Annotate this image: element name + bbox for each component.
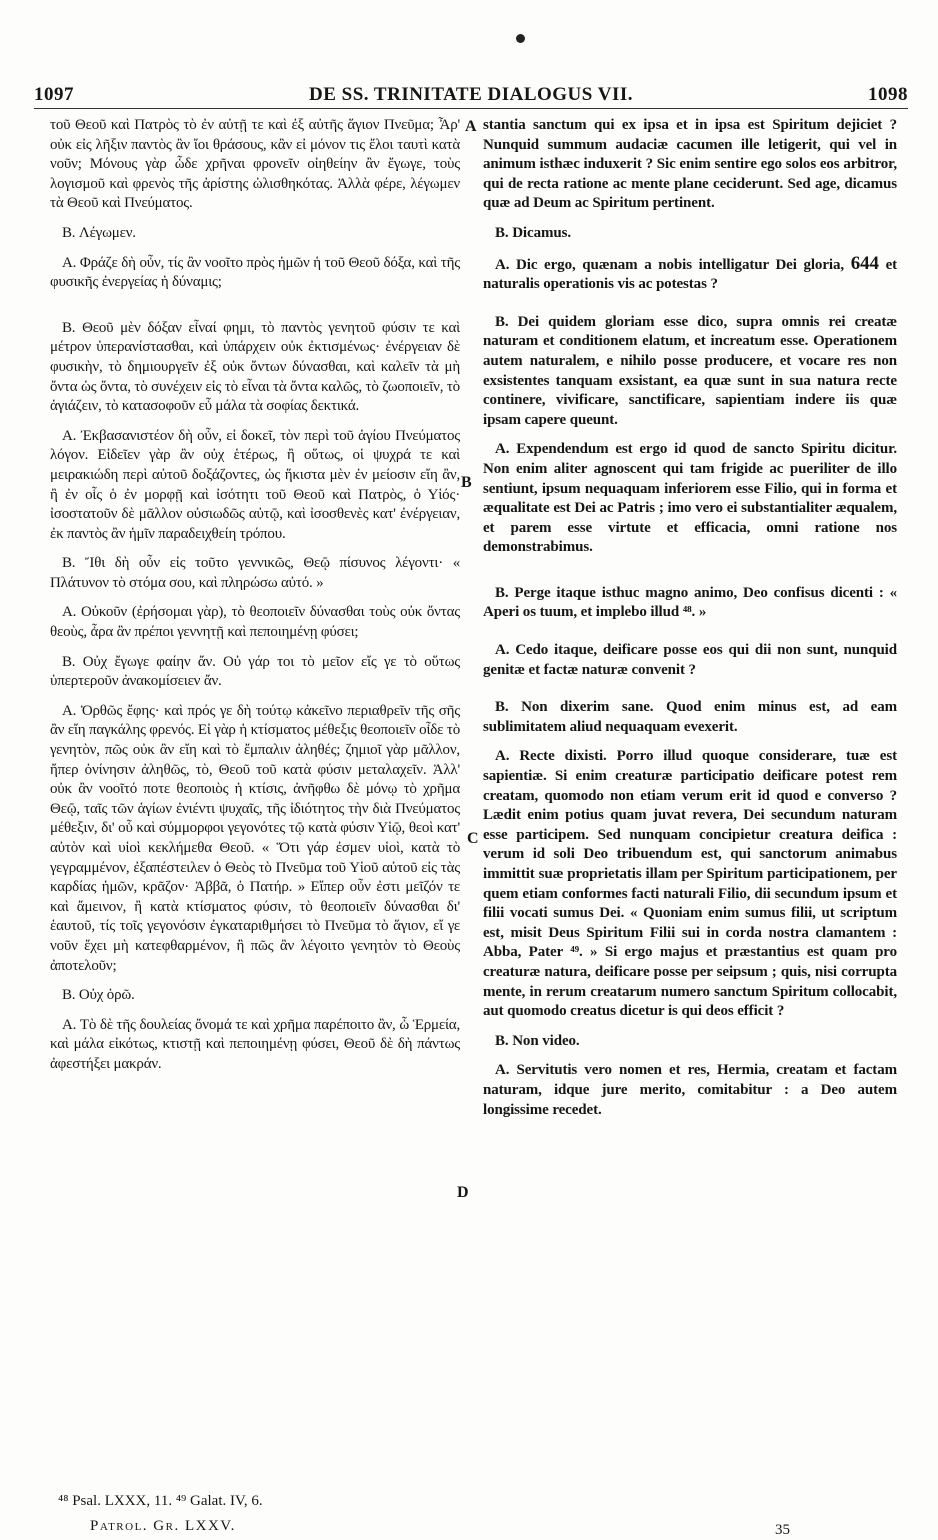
- sheet-signature: 35: [775, 1522, 790, 1538]
- page-number-right: 1098: [868, 84, 908, 105]
- latin-paragraph: A. Expendendum est ergo id quod de sancto Spiritu dicitur. Non enim aliter agnoscent qui tam frigide ac pueriliter de illo sentiunt, ipsum nequaquam inferiorem esse Filio, qui in forma et æqualitate est Dei ac Patris ; imo vero ei substantialiter æqualem, et parem esse virtute et efficacia, omni ratione nos demonstrabimus.: [483, 441, 897, 556]
- page-title: DE SS. TRINITATE DIALOGUS VII.: [308, 84, 634, 105]
- latin-column: [483, 116, 897, 1130]
- margin-letter-d: D: [457, 1184, 469, 1201]
- margin-letter-b: B: [461, 474, 472, 491]
- greek-paragraph: A. Ἐκβασανιστέον δὴ οὖν, εἰ δοκεῖ, τὸν περὶ τοῦ ἁγίου Πνεύματος λόγον. Εἰδεῖεν γὰρ ἂν οὐχ ἑτέρως, ἢ οὕτως, οἱ ψυχρά τε καὶ μειρακιώδη περὶ αὐτοῦ δοξάζοντες, ὡς ἥκιστα μὲν ἐν μείοσιν εἴη ἂν, ἢ ἐν οἷς ὁ ἐν μορφῇ καὶ ἰσότητι τοῦ Θεοῦ καὶ Πατρὸς, ὁ Υἱός· ἰσοστατοῦν δὲ μᾶλλον οὐσιωδῶς αὐτῷ, καὶ ἰσοσθενὲς κατ' ἐνέργειαν, ἐκ παντὸς ἂν ἡμῖν παραδειχθείη τρόπου.: [50, 427, 460, 542]
- patrologia-signature: Patrol. Gr. LXXV.: [90, 1518, 236, 1534]
- latin-paragraph: A. Cedo itaque, deificare posse eos qui dii non sunt, nunquid genitæ et factæ naturæ convenit ?: [483, 642, 897, 678]
- latin-paragraph: B. Dicamus.: [495, 224, 571, 241]
- page-number-left: 1097: [34, 84, 74, 105]
- greek-paragraph: B. Θεοῦ μὲν δόξαν εἶναί φημι, τὸ παντὸς γενητοῦ φύσιν τε καὶ μέτρον ὑπερανίστασθαι, καὶ ὑπάρχειν οὐκ ἐκτισμένως· ἐνέργειαν δὲ φυσικὴν, τὸ δημιουργεῖν ἐξ οὐκ ὄντων δύνασθαι, καὶ καλεῖν τὰ μὴ ὄντα ὡς ὄντα, τὸ συνέχειν εἰς τὸ εἶναι τὰ ὄντα καλῶς, τὸ ζωοποιεῖν, τὸ ἁγιάζειν, τὸ κατασοφοῦν εὖ μάλα τὰ σοφίας δεκτικά.: [50, 319, 460, 415]
- greek-paragraph: B. Οὐχ ὁρῶ.: [62, 987, 135, 1004]
- column-number: 644: [850, 252, 879, 274]
- latin-paragraph: A. Recte dixisti. Porro illud quoque considerare, tuæ est sapientiæ. Si enim creaturæ participatio deificare potest rem creatam, quomodo non etiam verum erit id quod e converso ? Lædit enim potius quam juvat revera, Dei secundum naturam esse participem. Sed nunquam concipietur creatura deifica : verum id soli Deo tribuendum est, qui sanctorum animabus immittit suæ proprietatis illam per Spiritum participationem, per quem etiam conformes facti naturali Filio, dii secundum ipsum et filii vocati sumus Dei. « Quoniam enim sumus filii, ut scriptum est, misit Deus Spiritum Filii sui in corda nostra clamantem : Abba, Pater ⁴⁹. » Si ergo majus et præstantius est quam pro creaturæ natura, deificare posse per seipsum ; quis, nisi corrupta mente, in rerum creatarum numero sanctum Spiritum collocabit, aut quomodo creatus dicetur is qui deos efficit ?: [483, 748, 897, 1020]
- running-head: [34, 84, 908, 109]
- latin-paragraph: stantia sanctum qui ex ipsa et in ipsa est Spiritum dejiciet ? Nunquid summum audaciæ cacumen ille letigerit, qui vel in animum isthæc induxerit ? Sic enim sentire ego solos eos arbitror, qui de recta ratione ac mente plane ceciderunt. Sed age, dicamus quæ ad Deum ac Spiritum pertinent.: [483, 117, 897, 212]
- ink-spot: [516, 34, 525, 43]
- latin-paragraph: B. Non dixerim sane. Quod enim minus est, ad eam sublimitatem aliud nequaquam evexerit.: [483, 699, 897, 735]
- latin-paragraph: [483, 254, 897, 295]
- footnotes: ⁴⁸ Psal. LXXX, 11. ⁴⁹ Galat. IV, 6.: [58, 1493, 263, 1509]
- greek-paragraph: A. Ὀρθῶς ἔφης· καὶ πρός γε δὴ τούτῳ κἀκεῖνο περιαθρεῖν τῆς σῆς ἂν εἴη παγκάλης φρενός. Εἰ γὰρ ἡ κτίσματος μέθεξις θεοποιεῖν οἶδε τὸ γενητὸν, πῶς οὐκ ἂν εἴη καὶ τὸ ἔμπαλιν ἀληθές; ζημιοῖ γὰρ μᾶλλον, ἤπερ ὀνίνησιν ἀληθῶς, τὸ, Θεοῦ τοῦ κατὰ φύσιν μεταλαχεῖν. Ἀλλ' οὐκ ἂν νοοῖτό ποτε θεοποιὸς ἡ κτίσις, ἀνῆφθω δὲ μόνῳ τὸ χρῆμα Θεῷ, ταῖς τῶν ἁγίων ἐνιέντι ψυχαῖς, τῆς ἰδιότητος τὴν διὰ Πνεύματος μέθεξιν, δι' οὗ καὶ σύμμορφοι γεγονότες τῷ κατὰ φύσιν Υἱῷ, θεοὶ κατ' αὐτὸν καὶ υἱοὶ κεκλήμεθα Θεοῦ. « Ὅτι γάρ ἐσμεν υἱοὶ, κατὰ τὸ γεγραμμένον, ἐξαπέστειλεν ὁ Θεὸς τὸ Πνεῦμα τοῦ Υἱοῦ αὐτοῦ εἰς τὰς καρδίας ἡμῶν, κρᾶζον· Ἀββᾶ, ὁ Πατήρ. » Εἴπερ οὖν ἐστι μεῖζόν τε καὶ ἄμεινον, ἢ κατὰ κτίσματος φύσιν, τὸ θεοποιεῖν δύνασθαι δι' ἑαυτοῦ, τίς τοῖς γεγονόσιν ἐγκαταριθμήσει τὸ Πνεῦμα τὸ ἅγιον, εἴ γε νοῦν ἔχει μὴ κατεφθαρμένον, ἢ πῶς ἂν λέγοιτο γενητὸν τὸ Θεοὺς ἀποτελοῦν;: [50, 702, 460, 974]
- greek-paragraph: A. Φράζε δὴ οὖν, τίς ἂν νοοῖτο πρὸς ἡμῶν ἡ τοῦ Θεοῦ δόξα, καὶ τῆς φυσικῆς ἐνεργείας ἡ δύναμις;: [50, 254, 460, 291]
- greek-paragraph: B. Οὐχ ἔγωγε φαίην ἄν. Οὐ γάρ τοι τὸ μεῖον εἴς γε τὸ οὕτως ὑπερτεροῦν ἀνακομίσειεν ἄν.: [50, 653, 460, 690]
- greek-paragraph: B. Λέγωμεν.: [62, 224, 136, 241]
- greek-paragraph: A. Τὸ δὲ τῆς δουλείας ὄνομά τε καὶ χρῆμα παρέποιτο ἂν, ὦ Ἑρμεία, καὶ μάλα εἰκότως, κτιστῇ καὶ πεποιημένῃ φύσει, Θεοῦ δὲ δὴ πάντως ἀφεστήξει μακράν.: [50, 1016, 460, 1072]
- greek-paragraph: τοῦ Θεοῦ καὶ Πατρὸς τὸ ἐν αὐτῇ τε καὶ ἐξ αὐτῆς ἅγιον Πνεῦμα; Ἆρ' οὐκ εἰς λῆξιν παντὸς ἂν ἴοι θράσους, κἂν εἰ μόνον τις ἔλοι ταυτὶ κατὰ νοῦν; Μόνους γὰρ ὧδε χρῆναι φρονεῖν οἰηθείην ἂν ἔγωγε, τοὺς λογισμοῦ καὶ φρενὸς τῆς ἀρίστης ὠλισθηκότας. Ἀλλὰ φέρε, λέγωμεν τὰ Θεοῦ καὶ Πνεύματος.: [50, 117, 460, 212]
- margin-letter-a: A: [465, 118, 477, 135]
- greek-paragraph: B. Ἴθι δὴ οὖν εἰς τοῦτο γεννικῶς, Θεῷ πίσυνος λέγοντι· « Πλάτυνον τὸ στόμα σου, καὶ πληρώσω αὐτό. »: [50, 555, 460, 591]
- greek-column: [50, 116, 460, 1085]
- latin-paragraph: B. Perge itaque isthuc magno animo, Deo confisus dicenti : « Aperi os tuum, et implebo illud ⁴⁸. »: [483, 584, 897, 621]
- latin-paragraph: A. Servitutis vero nomen et res, Hermia, creatam et factam naturam, idque jure merito, comitabitur : a Deo autem longissime recedet.: [483, 1062, 897, 1118]
- latin-paragraph: B. Dei quidem gloriam esse dico, supra omnis rei creatæ naturam et conditionem elatum, et increatum esse. Operationem autem naturalem, e nihilo posse producere, et vocare res non exsistentes tanquam exsistant, ea quæ sunt in sua natura recte continere, vivificare, sanctificare, sapientiam indere iis quæ ipsam capere queunt.: [483, 313, 897, 428]
- latin-text: A. Dic ergo, quænam a nobis intelligatur Dei gloria,: [495, 256, 845, 273]
- greek-paragraph: A. Οὐκοῦν (ἐρήσομαι γὰρ), τὸ θεοποιεῖν δύνασθαι τοὺς οὐκ ὄντας θεοὺς, ἆρα ἂν πρέποι γεννητῇ καὶ πεποιημένῃ φύσει;: [50, 604, 460, 641]
- margin-letter-c: C: [467, 830, 479, 847]
- latin-paragraph: B. Non video.: [495, 1032, 580, 1049]
- latin-text: et naturalis operationis vis ac potestas ?: [483, 256, 898, 293]
